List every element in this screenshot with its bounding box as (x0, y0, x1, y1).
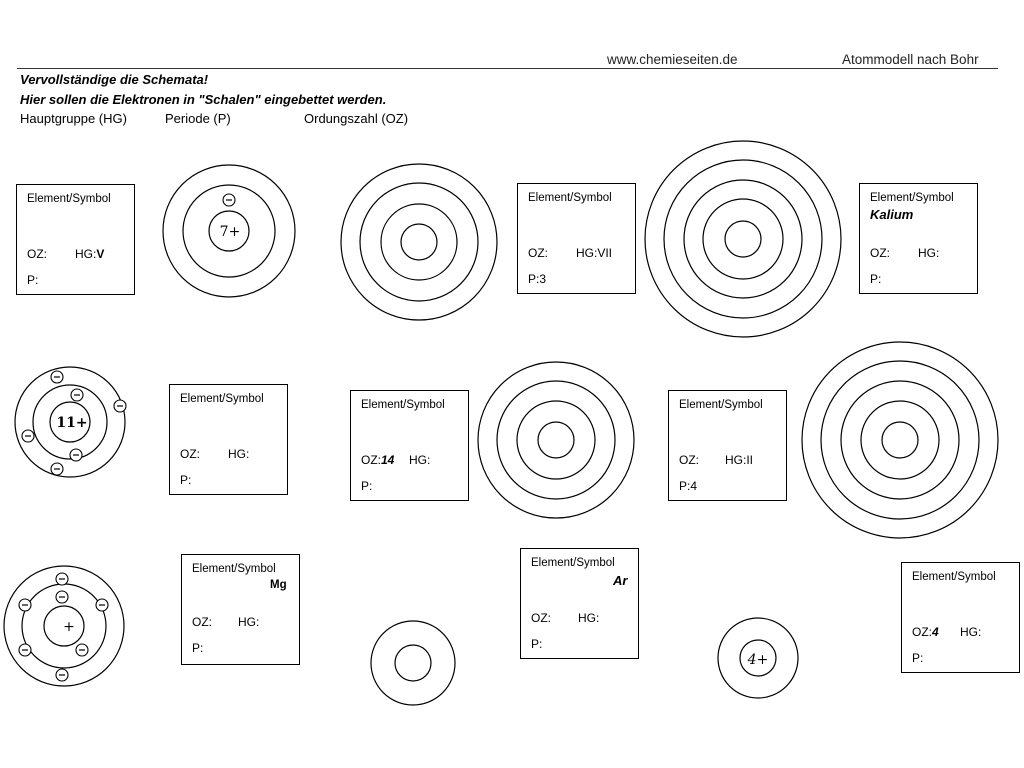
element-symbol-label: Element/Symbol (192, 563, 276, 575)
nucleus-label: 11+ (56, 415, 88, 431)
element-symbol-label: Element/Symbol (531, 557, 615, 569)
hg-field[interactable]: HG:V (75, 247, 105, 261)
element-card-7 (181, 554, 300, 665)
element-card-2 (517, 183, 636, 294)
nucleus-label: 7+ (219, 224, 241, 240)
p-field[interactable]: P: (912, 651, 924, 665)
oz-field[interactable]: OZ: (679, 453, 699, 467)
element-card-3 (859, 183, 978, 294)
element-name: Mg (270, 579, 287, 591)
hg-field[interactable]: HG: (960, 625, 982, 639)
oz-field[interactable]: OZ: (528, 246, 548, 260)
header-url: www.chemieseiten.de (607, 52, 738, 67)
atom-model-5-shells-a (645, 141, 841, 337)
oz-field[interactable]: OZ: (531, 611, 551, 625)
hg-field[interactable]: HG: (228, 447, 250, 461)
p-field[interactable]: P:4 (679, 479, 698, 493)
element-card-5 (350, 390, 469, 501)
nucleus-label: 4+ (747, 652, 769, 668)
atom-model-2-shells (371, 621, 455, 705)
p-field[interactable]: P: (870, 272, 882, 286)
element-card-8 (520, 548, 639, 659)
element-name: Kalium (870, 207, 914, 222)
p-field[interactable]: P: (192, 641, 204, 655)
element-card-9 (901, 562, 1020, 673)
oz-field[interactable]: OZ: (180, 447, 200, 461)
p-field[interactable]: P: (361, 479, 373, 493)
legend-oz: Ordungszahl (OZ) (304, 111, 409, 126)
p-field[interactable]: P: (27, 273, 39, 287)
element-card-1 (16, 184, 135, 295)
element-symbol-label: Element/Symbol (912, 571, 996, 583)
instruction-line-1: Vervollständige die Schemata! (20, 72, 209, 87)
element-symbol-label: Element/Symbol (528, 192, 612, 204)
p-field[interactable]: P:3 (528, 272, 547, 286)
atom-model-4-shells-a (341, 164, 497, 320)
element-symbol-label: Element/Symbol (27, 193, 111, 205)
hg-field[interactable]: HG: (578, 611, 600, 625)
hg-field[interactable]: HG:II (725, 453, 754, 467)
legend-hg: Hauptgruppe (HG) (20, 111, 127, 126)
atom-model-4-shells-b (478, 362, 634, 518)
legend-p: Periode (P) (165, 111, 231, 126)
oz-field[interactable]: OZ: (27, 247, 47, 261)
oz-field[interactable]: OZ: (870, 246, 890, 260)
element-symbol-label: Element/Symbol (361, 399, 445, 411)
element-symbol-label: Element/Symbol (679, 399, 763, 411)
hg-field[interactable]: HG: (918, 246, 940, 260)
element-symbol-label: Element/Symbol (180, 393, 264, 405)
oz-field[interactable]: OZ:4 (912, 625, 939, 639)
nucleus-label: + (63, 619, 75, 635)
hg-field[interactable]: HG:VII (576, 246, 613, 260)
hg-field[interactable]: HG: (409, 453, 431, 467)
oz-field[interactable]: OZ:14 (361, 453, 395, 467)
atom-model-5-shells-b (802, 342, 998, 538)
element-card-6 (668, 390, 787, 501)
element-symbol-label: Element/Symbol (870, 192, 954, 204)
header-title: Atommodell nach Bohr (842, 52, 979, 67)
element-card-4 (169, 384, 288, 495)
instruction-line-2: Hier sollen die Elektronen in "Schalen" eingebettet werden. (20, 92, 387, 107)
oz-field[interactable]: OZ: (192, 615, 212, 629)
element-name: Ar (613, 573, 628, 588)
p-field[interactable]: P: (180, 473, 192, 487)
hg-field[interactable]: HG: (238, 615, 260, 629)
p-field[interactable]: P: (531, 637, 543, 651)
